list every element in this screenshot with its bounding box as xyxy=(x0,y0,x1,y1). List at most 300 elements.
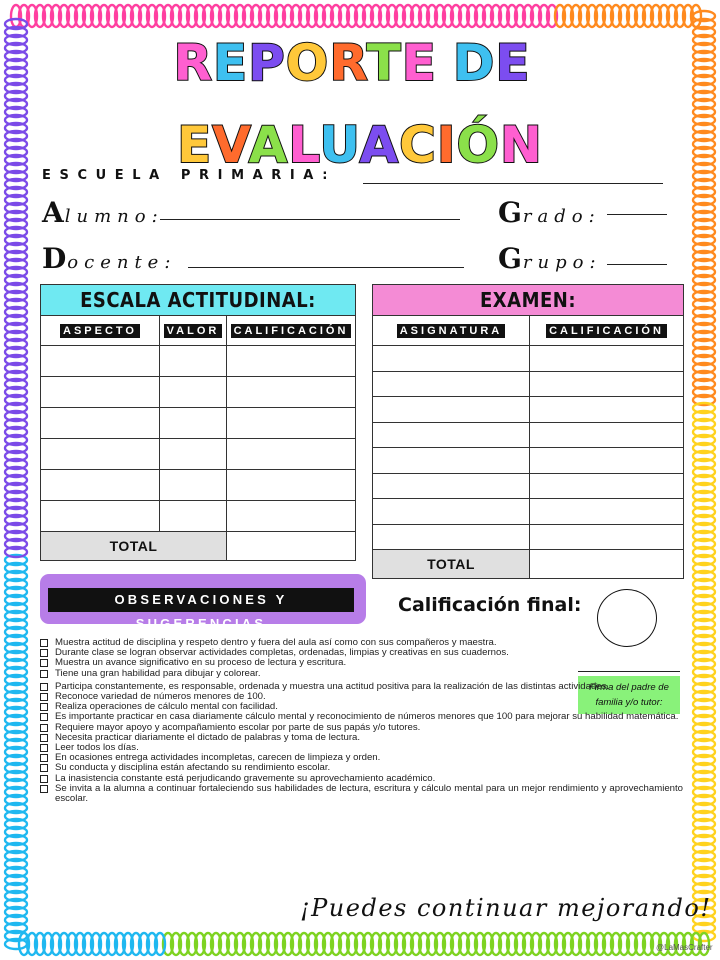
border-coil xyxy=(323,933,333,955)
border-coil xyxy=(531,933,541,955)
border-coil xyxy=(363,933,373,955)
observaciones-list xyxy=(38,638,683,804)
border-coil xyxy=(35,933,45,955)
border-coil xyxy=(547,933,557,955)
border-coil xyxy=(5,211,27,221)
border-coil xyxy=(451,933,461,955)
border-coil xyxy=(123,933,133,955)
list-item[interactable]: Su conducta y disciplina están afectando su rendimiento escolar. xyxy=(38,763,683,773)
border-coil xyxy=(693,587,715,597)
list-item[interactable]: Reconoce variedad de números menores de 100. xyxy=(38,692,683,702)
border-coil xyxy=(107,933,117,955)
border-coil xyxy=(163,933,173,955)
border-coil xyxy=(5,843,27,853)
col-asignatura: ASIGNATURA xyxy=(373,316,530,346)
border-coil xyxy=(139,933,149,955)
border-coil xyxy=(693,235,715,245)
border-coil xyxy=(693,835,715,845)
list-item[interactable]: Necesita practicar diariamente el dictado de palabras y toma de lectura. xyxy=(38,733,683,743)
border-coil xyxy=(211,933,221,955)
border-coil xyxy=(5,451,27,461)
col-calificacion: CALIFICACIÓN xyxy=(530,316,684,346)
border-coil xyxy=(5,739,27,749)
firma-text-line1: Firma del padre de xyxy=(589,682,669,693)
border-coil xyxy=(5,707,27,717)
border-coil xyxy=(693,539,715,549)
border-coil xyxy=(5,331,27,341)
border-coil xyxy=(5,787,27,797)
table-row xyxy=(373,346,684,372)
border-coil xyxy=(693,523,715,533)
border-coil xyxy=(5,235,27,245)
border-coil xyxy=(693,619,715,629)
border-coil xyxy=(5,315,27,325)
border-coil xyxy=(5,251,27,261)
border-coil xyxy=(5,811,27,821)
border-coil xyxy=(147,933,157,955)
border-coil xyxy=(5,747,27,757)
border-coil xyxy=(693,499,715,509)
border-coil xyxy=(693,283,715,293)
border-coil xyxy=(219,933,229,955)
border-coil xyxy=(5,723,27,733)
border-coil xyxy=(693,843,715,853)
border-coil xyxy=(693,331,715,341)
border-coil xyxy=(115,933,125,955)
list-item[interactable]: Es importante practicar en casa diariamente cálculo mental y reconocimiento de números menores que 100 para mejorar su habilidad matemática. xyxy=(38,712,683,722)
border-coil xyxy=(5,883,27,893)
border-coil xyxy=(611,933,621,955)
border-coil xyxy=(5,715,27,725)
border-coil xyxy=(5,619,27,629)
border-coil xyxy=(5,611,27,621)
border-coil xyxy=(5,395,27,405)
border-coil xyxy=(275,933,285,955)
border-coil xyxy=(5,563,27,573)
table-row xyxy=(373,422,684,448)
border-coil xyxy=(693,475,715,485)
border-coil xyxy=(5,547,27,557)
border-coil xyxy=(347,933,357,955)
border-coil xyxy=(5,683,27,693)
border-coil xyxy=(67,933,77,955)
border-coil xyxy=(693,427,715,437)
border-coil xyxy=(523,933,533,955)
border-coil xyxy=(339,933,349,955)
grupo-label: Grupo: xyxy=(498,242,602,275)
border-coil xyxy=(693,555,715,565)
border-coil xyxy=(5,459,27,469)
border-coil xyxy=(603,933,613,955)
border-coil xyxy=(5,867,27,877)
examen-title: EXAMEN: xyxy=(373,285,684,316)
border-coil xyxy=(5,435,27,445)
border-coil xyxy=(155,933,165,955)
border-coil xyxy=(5,419,27,429)
border-coil xyxy=(693,347,715,357)
border-coil xyxy=(693,859,715,869)
border-coil xyxy=(5,227,27,237)
border-coil xyxy=(5,651,27,661)
firma-text-line2: familia y/o tutor: xyxy=(595,697,663,708)
border-coil xyxy=(693,659,715,669)
border-coil xyxy=(5,627,27,637)
border-coil xyxy=(693,707,715,717)
border-coil xyxy=(5,675,27,685)
border-coil xyxy=(693,755,715,765)
list-item[interactable]: Muestra actitud de disciplina y respeto dentro y fuera del aula así como con sus compañeros y maestra. xyxy=(38,638,575,648)
border-coil xyxy=(693,651,715,661)
border-coil xyxy=(693,355,715,365)
border-coil xyxy=(693,691,715,701)
border-coil xyxy=(693,243,715,253)
table-row xyxy=(41,408,356,439)
observaciones-banner xyxy=(40,574,366,631)
border-coil xyxy=(5,771,27,781)
border-coil xyxy=(693,315,715,325)
border-coil xyxy=(693,627,715,637)
border-coil xyxy=(403,933,413,955)
border-coil xyxy=(5,923,27,933)
border-coil xyxy=(227,933,237,955)
border-coil xyxy=(99,933,109,955)
calificacion-final-label: Calificación final: xyxy=(398,594,582,616)
border-coil xyxy=(5,283,27,293)
border-coil xyxy=(693,931,715,941)
border-coil xyxy=(693,435,715,445)
border-coil xyxy=(539,933,549,955)
border-coil xyxy=(91,933,101,955)
credit: @LaMasCrafter xyxy=(656,943,713,952)
list-item[interactable]: Durante clase se logran observar actividades completas, ordenadas, limpias y creativas en sus cuadernos. xyxy=(38,648,575,658)
border-coil xyxy=(693,851,715,861)
border-coil xyxy=(595,933,605,955)
border-coil xyxy=(5,403,27,413)
border-coil xyxy=(459,933,469,955)
escala-total-value[interactable] xyxy=(227,532,356,561)
border-coil xyxy=(693,275,715,285)
border-coil xyxy=(5,667,27,677)
escala-total-label: TOTAL xyxy=(41,532,227,561)
border-coil xyxy=(693,307,715,317)
border-coil xyxy=(693,491,715,501)
border-coil xyxy=(5,387,27,397)
border-coil xyxy=(643,933,653,955)
border-coil xyxy=(259,933,269,955)
border-coil xyxy=(693,259,715,269)
list-item[interactable]: La inasistencia constante está perjudicando gravemente su aprovechamiento académico. xyxy=(38,774,683,784)
border-coil xyxy=(693,867,715,877)
border-coil xyxy=(563,933,573,955)
border-coil xyxy=(443,933,453,955)
escuela-label: ESCUELA PRIMARIA: xyxy=(42,168,337,183)
border-coil xyxy=(5,339,27,349)
border-coil xyxy=(5,587,27,597)
border-coil xyxy=(693,483,715,493)
border-coil xyxy=(5,427,27,437)
table-row xyxy=(41,470,356,501)
border-coil xyxy=(5,307,27,317)
border-coil xyxy=(693,419,715,429)
border-coil xyxy=(379,933,389,955)
border-coil xyxy=(5,603,27,613)
list-item[interactable]: Tiene una gran habilidad para dibujar y colorear. xyxy=(38,669,575,679)
border-coil xyxy=(5,195,27,205)
border-coil xyxy=(5,259,27,269)
table-row xyxy=(41,439,356,470)
border-coil xyxy=(555,933,565,955)
border-coil xyxy=(693,507,715,517)
border-coil xyxy=(693,819,715,829)
border-coil xyxy=(693,771,715,781)
border-coil xyxy=(5,819,27,829)
border-coil xyxy=(693,563,715,573)
border-coil xyxy=(5,443,27,453)
border-coil xyxy=(307,933,317,955)
border-coil xyxy=(5,899,27,909)
border-coil xyxy=(5,499,27,509)
border-coil xyxy=(693,547,715,557)
border-coil xyxy=(693,675,715,685)
table-row xyxy=(373,397,684,423)
border-coil xyxy=(5,219,27,229)
col-valor: VALOR xyxy=(160,316,227,346)
border-coil xyxy=(5,291,27,301)
border-coil xyxy=(587,933,597,955)
border-coil xyxy=(693,571,715,581)
border-coil xyxy=(693,683,715,693)
examen-total-label: TOTAL xyxy=(373,550,530,579)
table-row xyxy=(41,377,356,408)
border-coil xyxy=(693,779,715,789)
border-coil xyxy=(693,195,715,205)
border-coil xyxy=(5,539,27,549)
border-coil xyxy=(195,933,205,955)
border-coil xyxy=(693,883,715,893)
border-coil xyxy=(5,531,27,541)
border-coil xyxy=(203,933,213,955)
border-coil xyxy=(5,467,27,477)
grupo-line[interactable] xyxy=(607,250,667,265)
col-calificacion: CALIFICACIÓN xyxy=(227,316,356,346)
border-coil xyxy=(5,939,27,949)
border-coil xyxy=(693,299,715,309)
examen-total-value[interactable] xyxy=(530,550,684,579)
border-coil xyxy=(5,907,27,917)
list-item[interactable]: Realiza operaciones de cálculo mental con facilidad. xyxy=(38,702,683,712)
border-coil xyxy=(5,411,27,421)
border-coil xyxy=(579,933,589,955)
border-coil xyxy=(693,611,715,621)
border-coil xyxy=(571,933,581,955)
border-coil xyxy=(693,723,715,733)
border-coil xyxy=(395,933,405,955)
list-item[interactable]: Participa constantemente, es responsable, ordenada y muestra una actitud positiva para la realización de las distintas actividades. xyxy=(38,682,683,692)
border-coil xyxy=(387,933,397,955)
border-coil xyxy=(5,203,27,213)
grado-label: Grado: xyxy=(498,196,601,229)
list-item[interactable]: Se invita a la alumna a continuar fortaleciendo sus habilidades de lectura, escritura y cálculo mental para un mejor rendimiento y aprovechamiento escolar. xyxy=(38,784,683,804)
border-coil xyxy=(5,891,27,901)
border-coil xyxy=(5,779,27,789)
border-coil xyxy=(291,933,301,955)
border-coil xyxy=(693,635,715,645)
border-coil xyxy=(5,363,27,373)
border-coil xyxy=(131,933,141,955)
escuela-line[interactable] xyxy=(363,169,663,184)
border-coil xyxy=(355,933,365,955)
border-coil xyxy=(693,11,715,21)
examen-table xyxy=(372,284,684,579)
border-coil xyxy=(5,635,27,645)
border-coil xyxy=(693,643,715,653)
border-coil xyxy=(693,251,715,261)
border-coil xyxy=(5,275,27,285)
border-coil xyxy=(693,667,715,677)
table-row xyxy=(373,448,684,474)
border-coil xyxy=(693,595,715,605)
border-coil xyxy=(75,933,85,955)
border-coil xyxy=(5,299,27,309)
border-coil xyxy=(5,267,27,277)
border-coil xyxy=(475,933,485,955)
border-coil xyxy=(693,747,715,757)
border-coil xyxy=(5,915,27,925)
border-coil xyxy=(693,731,715,741)
border-coil xyxy=(515,933,525,955)
border-coil xyxy=(5,379,27,389)
border-coil xyxy=(693,395,715,405)
border-coil xyxy=(5,827,27,837)
border-coil xyxy=(435,933,445,955)
border-coil xyxy=(5,731,27,741)
border-coil xyxy=(59,933,69,955)
border-coil xyxy=(693,443,715,453)
border-coil xyxy=(419,933,429,955)
border-coil xyxy=(5,243,27,253)
border-coil xyxy=(693,603,715,613)
border-coil xyxy=(693,699,715,709)
border-coil xyxy=(693,923,715,933)
docente-line[interactable] xyxy=(188,253,464,268)
border-coil xyxy=(83,933,93,955)
list-item[interactable]: En ocasiones entrega actividades incompletas, carecen de limpieza y orden. xyxy=(38,753,683,763)
border-coil xyxy=(43,933,53,955)
list-item[interactable]: Requiere mayor apoyo y acompañamiento escolar por parte de sus papás y/o tutores. xyxy=(38,723,683,733)
border-coil xyxy=(5,851,27,861)
border-coil xyxy=(5,475,27,485)
border-coil xyxy=(171,933,181,955)
border-coil xyxy=(5,659,27,669)
border-coil xyxy=(5,875,27,885)
border-coil xyxy=(19,933,29,955)
border-coil xyxy=(27,933,37,955)
table-row xyxy=(373,473,684,499)
border-coil xyxy=(5,491,27,501)
border-coil xyxy=(693,403,715,413)
border-coil xyxy=(299,933,309,955)
col-aspecto: ASPECTO xyxy=(41,316,160,346)
table-row xyxy=(373,499,684,525)
border-coil xyxy=(693,715,715,725)
border-coil xyxy=(5,555,27,565)
page-title: REPORTE DEEVALUACIÓN xyxy=(173,34,543,174)
border-coil xyxy=(331,933,341,955)
border-coil xyxy=(5,699,27,709)
grado-line[interactable] xyxy=(607,200,667,215)
border-coil xyxy=(693,187,715,197)
table-row xyxy=(373,371,684,397)
border-coil xyxy=(467,933,477,955)
border-coil xyxy=(5,835,27,845)
alumno-label: Alumno: xyxy=(42,196,164,229)
border-coil xyxy=(5,691,27,701)
border-coil xyxy=(5,483,27,493)
border-coil xyxy=(5,763,27,773)
border-coil xyxy=(693,451,715,461)
border-coil xyxy=(693,875,715,885)
table-row xyxy=(41,346,356,377)
border-coil xyxy=(5,795,27,805)
border-coil xyxy=(693,379,715,389)
border-coil xyxy=(693,787,715,797)
border-coil xyxy=(427,933,437,955)
border-coil xyxy=(619,933,629,955)
border-coil xyxy=(243,933,253,955)
border-coil xyxy=(693,267,715,277)
escala-actitudinal-table xyxy=(40,284,356,561)
border-coil xyxy=(693,211,715,221)
border-coil xyxy=(5,595,27,605)
slogan: ¡Puedes continuar mejorando! xyxy=(300,894,712,922)
border-coil xyxy=(693,795,715,805)
border-coil xyxy=(5,355,27,365)
border-coil xyxy=(5,515,27,525)
border-coil xyxy=(5,859,27,869)
list-item[interactable]: Muestra un avance significativo en su proceso de lectura y escritura. xyxy=(38,658,575,668)
border-coil xyxy=(693,739,715,749)
border-coil xyxy=(693,531,715,541)
border-coil xyxy=(693,467,715,477)
border-coil xyxy=(491,933,501,955)
border-coil xyxy=(5,579,27,589)
border-coil xyxy=(693,827,715,837)
border-coil xyxy=(693,811,715,821)
border-coil xyxy=(5,931,27,941)
list-item[interactable]: Leer todos los días. xyxy=(38,743,683,753)
border-coil xyxy=(5,323,27,333)
border-coil xyxy=(693,291,715,301)
border-coil xyxy=(693,371,715,381)
border-coil xyxy=(483,933,493,955)
border-coil xyxy=(5,755,27,765)
border-coil xyxy=(693,227,715,237)
border-coil xyxy=(267,933,277,955)
border-coil xyxy=(693,803,715,813)
alumno-line[interactable] xyxy=(160,205,460,220)
border-coil xyxy=(693,387,715,397)
border-coil xyxy=(315,933,325,955)
border-coil xyxy=(693,219,715,229)
border-coil xyxy=(693,363,715,373)
border-coil xyxy=(693,411,715,421)
border-coil xyxy=(5,803,27,813)
border-coil xyxy=(411,933,421,955)
table-row xyxy=(41,501,356,532)
border-coil xyxy=(693,763,715,773)
border-coil xyxy=(693,323,715,333)
border-coil xyxy=(693,579,715,589)
